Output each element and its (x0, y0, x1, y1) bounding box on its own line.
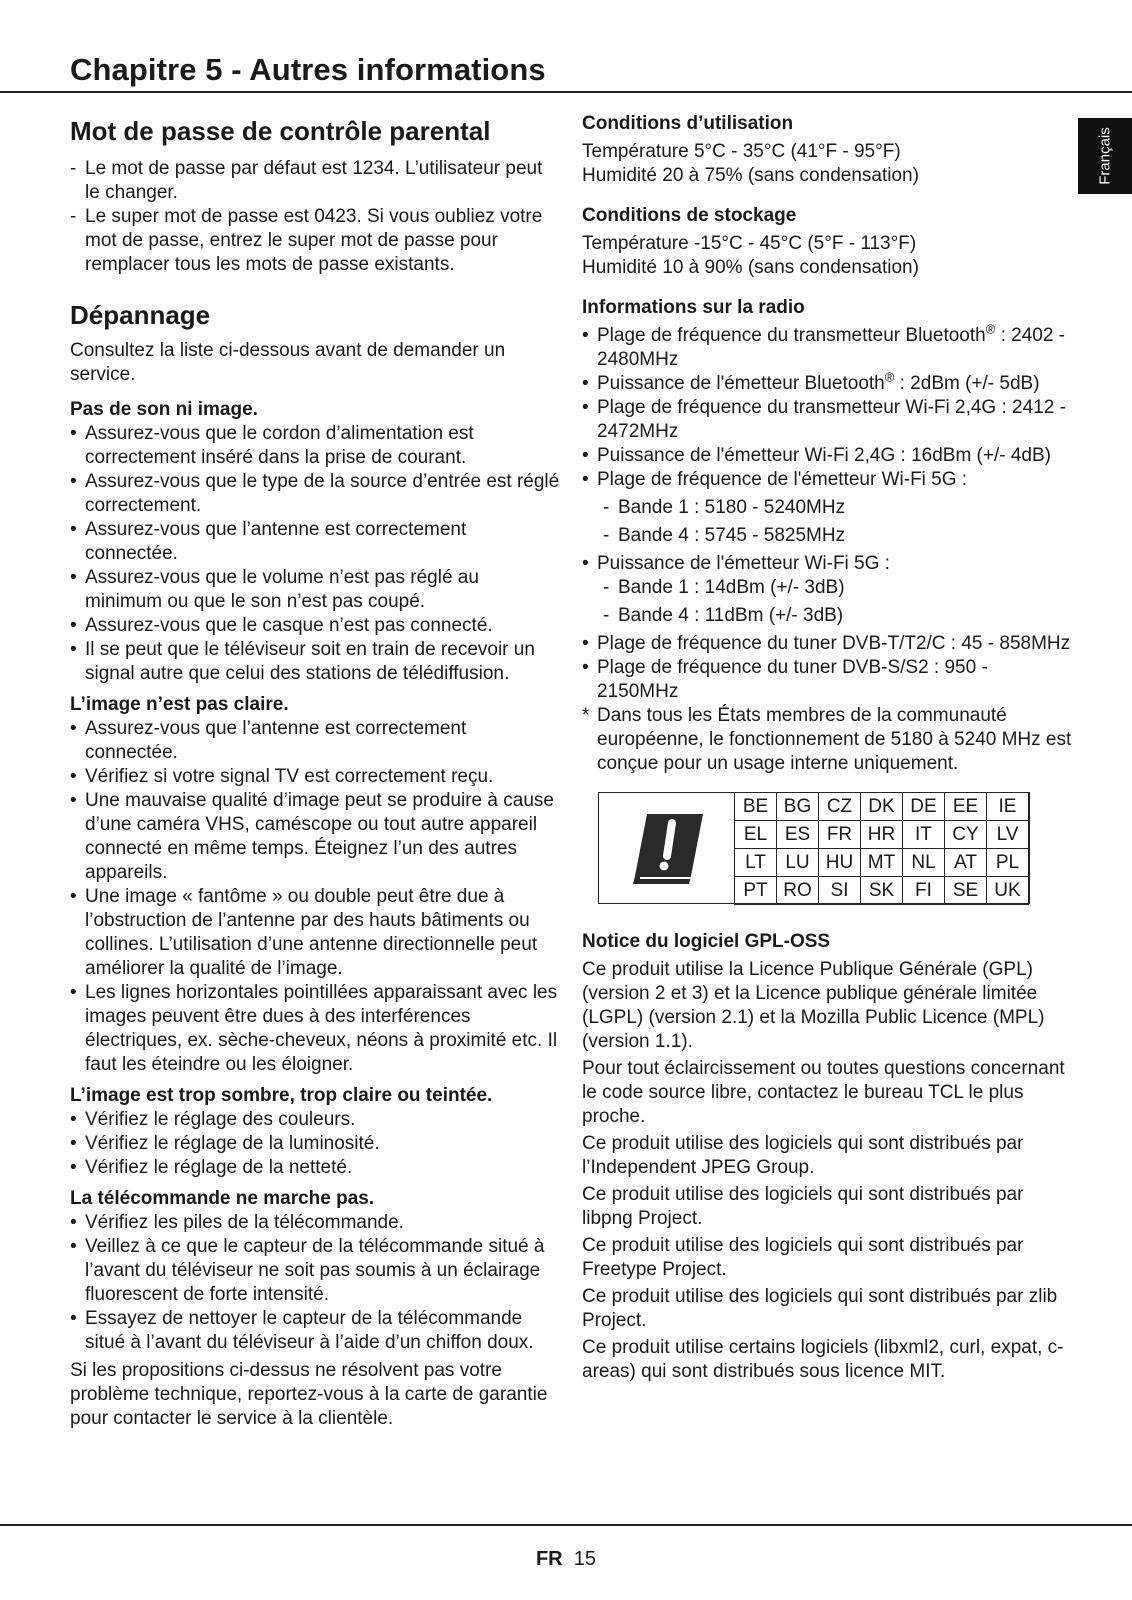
country-cell: ES (777, 821, 819, 849)
country-cell: HU (819, 849, 861, 877)
band-item: - Bande 4 : 5745 - 5825MHz (603, 525, 846, 546)
left-column (70, 112, 560, 1431)
country-cell: IE (987, 793, 1029, 821)
country-cell: EL (735, 821, 777, 849)
country-cell: MT (861, 849, 903, 877)
country-cell: BE (735, 793, 777, 821)
footer-language: FR (535, 1548, 563, 1570)
list-item: • Assurez-vous que le type de la source d’entrée est réglé correctement. (70, 471, 560, 516)
band-list (597, 496, 1072, 548)
list-item: • Vérifiez le réglage de la netteté. (70, 1157, 353, 1178)
list-item: • Plage de fréquence du tuner DVB-T/T2/C : 45 - 858MHz (582, 633, 1071, 654)
list-item: - Le super mot de passe est 0423. Si vous oubliez votre mot de passe, entrez le super mot de passe pour remplacer tous les mots de passe existants. (70, 206, 543, 275)
page-number: 15 (573, 1548, 597, 1570)
list-item: • Il se peut que le téléviseur soit en train de recevoir un signal autre que celui des stations de télédiffusion. (70, 639, 535, 684)
country-cell: EE (945, 793, 987, 821)
conditions-use-line: Humidité 20 à 75% (sans condensation) (582, 165, 919, 186)
parental-title: Mot de passe de contrôle parental (70, 116, 491, 146)
table-row (735, 849, 1029, 877)
list-item: • Vérifiez le réglage de la luminosité. (70, 1133, 380, 1154)
conditions-use-heading: Conditions d’utilisation (582, 113, 794, 134)
country-cell: RO (777, 877, 819, 905)
country-cell: DE (903, 793, 945, 821)
list-item: • Assurez-vous que le casque n’est pas connecté. (70, 615, 493, 636)
gpl-paragraph: Ce produit utilise des logiciels qui sont distribués par l’Independent JPEG Group. (582, 1133, 1024, 1178)
country-cell: UK (987, 877, 1029, 905)
conditions-storage-line: Humidité 10 à 90% (sans condensation) (582, 257, 919, 278)
conditions-storage-line: Température -15°C - 45°C (5°F - 113°F) (582, 233, 917, 254)
band-list (597, 576, 1072, 628)
list-item: • Puissance de l'émetteur Bluetooth® : 2dBm (+/- 5dB) (582, 369, 1040, 394)
list-item: • Assurez-vous que l’antenne est correctement connectée. (70, 718, 467, 763)
chapter-title: Chapitre 5 - Autres informations (70, 52, 546, 87)
country-cell: BG (777, 793, 819, 821)
registered-mark: ® (985, 321, 996, 337)
right-column (582, 112, 1072, 1384)
radio-heading: Informations sur la radio (582, 297, 805, 318)
country-cell: CZ (819, 793, 861, 821)
gpl-paragraph: Ce produit utilise la Licence Publique Générale (GPL) (version 2 et 3) et la Licence publique générale limitée (LGPL) (version 2.1) et la Mozilla Public Licence (MPL) (version 1.1). (582, 959, 1045, 1052)
country-cell: PT (735, 877, 777, 905)
restriction-box (598, 792, 1030, 904)
conditions-use-line: Température 5°C - 35°C (41°F - 95°F) (582, 141, 901, 162)
gpl-paragraph: Ce produit utilise certains logiciels (libxml2, curl, expat, c-areas) qui sont distribués sous licence MIT. (582, 1337, 1064, 1382)
list-item: • Une mauvaise qualité d’image peut se produire à cause d’une caméra VHS, caméscope ou tout autre appareil connecté en même temps. Éteignez l’un des autres appareils. (70, 790, 554, 883)
language-tab (1078, 118, 1132, 194)
country-cell: FI (903, 877, 945, 905)
section-list (70, 422, 560, 686)
section-list (70, 717, 560, 1077)
list-item: • Plage de fréquence du transmetteur Bluetooth® : 2402 - 2480MHz (582, 321, 1066, 370)
page-footer (0, 1548, 1132, 1571)
gpl-paragraph: Ce produit utilise des logiciels qui sont distribués par Freetype Project. (582, 1235, 1024, 1280)
country-cell: LV (987, 821, 1029, 849)
list-item: - Le mot de passe par défaut est 1234. L’utilisateur peut le changer. (70, 158, 543, 203)
band-item: - Bande 1 : 5180 - 5240MHz (603, 497, 846, 518)
section-heading: Pas de son ni image. (70, 399, 258, 420)
country-cell: HR (861, 821, 903, 849)
country-cell: IT (903, 821, 945, 849)
country-cell: SE (945, 877, 987, 905)
section-heading: La télécommande ne marche pas. (70, 1188, 375, 1209)
country-cell: DK (861, 793, 903, 821)
registered-mark: ® (884, 369, 895, 385)
list-item: • Une image « fantôme » ou double peut être due à l’obstruction de l’antenne par des hauts bâtiments ou collines. L’utilisation d’une antenne directionnelle peut améliorer la qualité de l’image. (70, 886, 538, 979)
gpl-paragraph: Ce produit utilise des logiciels qui sont distribués par zlib Project. (582, 1286, 1058, 1331)
country-table (734, 792, 1029, 905)
country-cell: CY (945, 821, 987, 849)
band-item: - Bande 4 : 11dBm (+/- 3dB) (603, 605, 844, 626)
list-item: • Puissance de l'émetteur Wi-Fi 5G : - Bande 1 : 14dBm (+/- 3dB) - Bande 4 : 11dBm (+/- 3dB) (582, 552, 1072, 628)
section-heading: L’image est trop sombre, trop claire ou teintée. (70, 1085, 493, 1106)
country-cell: SK (861, 877, 903, 905)
country-cell: LT (735, 849, 777, 877)
table-row (735, 821, 1029, 849)
list-item: • Assurez-vous que le volume n’est pas réglé au minimum ou que le son n’est pas coupé. (70, 567, 479, 612)
section-list (70, 1108, 560, 1180)
troubleshooting-title: Dépannage (70, 300, 211, 330)
country-cell: LU (777, 849, 819, 877)
list-item: • Essayez de nettoyer le capteur de la télécommande situé à l’avant du téléviseur à l’aide d’un chiffon doux. (70, 1308, 534, 1353)
warning-icon (599, 793, 734, 903)
country-cell: SI (819, 877, 861, 905)
list-item: • Plage de fréquence de l'émetteur Wi-Fi 5G : - Bande 1 : 5180 - 5240MHz - Bande 4 : 5745 - 5825MHz (582, 468, 1072, 548)
country-cell: PL (987, 849, 1029, 877)
troubleshooting-closing: Si les propositions ci-dessus ne résolvent pas votre problème technique, reportez-vous à la carte de garantie pour contacter le service à la clientèle. (70, 1360, 548, 1429)
conditions-storage-heading: Conditions de stockage (582, 205, 797, 226)
list-item: • Assurez-vous que l’antenne est correctement connectée. (70, 519, 467, 564)
country-cell: AT (945, 849, 987, 877)
country-cell: NL (903, 849, 945, 877)
list-item: • Vérifiez si votre signal TV est correctement reçu. (70, 766, 494, 787)
section-list (70, 1211, 560, 1355)
footnote: * Dans tous les États membres de la communauté européenne, le fonctionnement de 5180 à 5240 MHz est conçue pour un usage interne uniquement. (582, 705, 1072, 774)
list-item: • Vérifiez les piles de la télécommande. (70, 1212, 404, 1233)
list-item: • Les lignes horizontales pointillées apparaissant avec les images peuvent être dues à des interférences électriques, ex. sèche-cheveux, néons à proximité etc. Il faut les éteindre ou les éloigner. (70, 982, 558, 1075)
parental-list (70, 157, 560, 277)
list-item: • Plage de fréquence du transmetteur Wi-Fi 2,4G : 2412 - 2472MHz (582, 397, 1066, 442)
footer-rule (0, 1524, 1132, 1526)
header-rule (0, 91, 1132, 93)
list-item: • Vérifiez le réglage des couleurs. (70, 1109, 356, 1130)
language-tab-label: Français (1096, 127, 1114, 185)
gpl-paragraph: Pour tout éclaircissement ou toutes questions concernant le code source libre, contactez le bureau TCL le plus proche. (582, 1058, 1065, 1127)
table-row (735, 877, 1029, 905)
list-item: • Plage de fréquence du tuner DVB-S/S2 : 950 - 2150MHz (582, 657, 988, 702)
list-item: • Veillez à ce que le capteur de la télécommande situé à l’avant du téléviseur ne soit pas soumis à un éclairage fluorescent de forte intensité. (70, 1236, 545, 1305)
band-item: - Bande 1 : 14dBm (+/- 3dB) (603, 577, 845, 598)
radio-list (582, 321, 1072, 776)
gpl-heading: Notice du logiciel GPL-OSS (582, 931, 831, 952)
list-item: • Puissance de l'émetteur Wi-Fi 2,4G : 16dBm (+/- 4dB) (582, 445, 1051, 466)
section-heading: L’image n’est pas claire. (70, 694, 289, 715)
list-item: • Assurez-vous que le cordon d’alimentation est correctement inséré dans la prise de courant. (70, 423, 474, 468)
country-cell: FR (819, 821, 861, 849)
gpl-paragraph: Ce produit utilise des logiciels qui sont distribués par libpng Project. (582, 1184, 1024, 1229)
table-row (735, 793, 1029, 821)
troubleshooting-intro: Consultez la liste ci-dessous avant de demander un service. (70, 340, 506, 385)
